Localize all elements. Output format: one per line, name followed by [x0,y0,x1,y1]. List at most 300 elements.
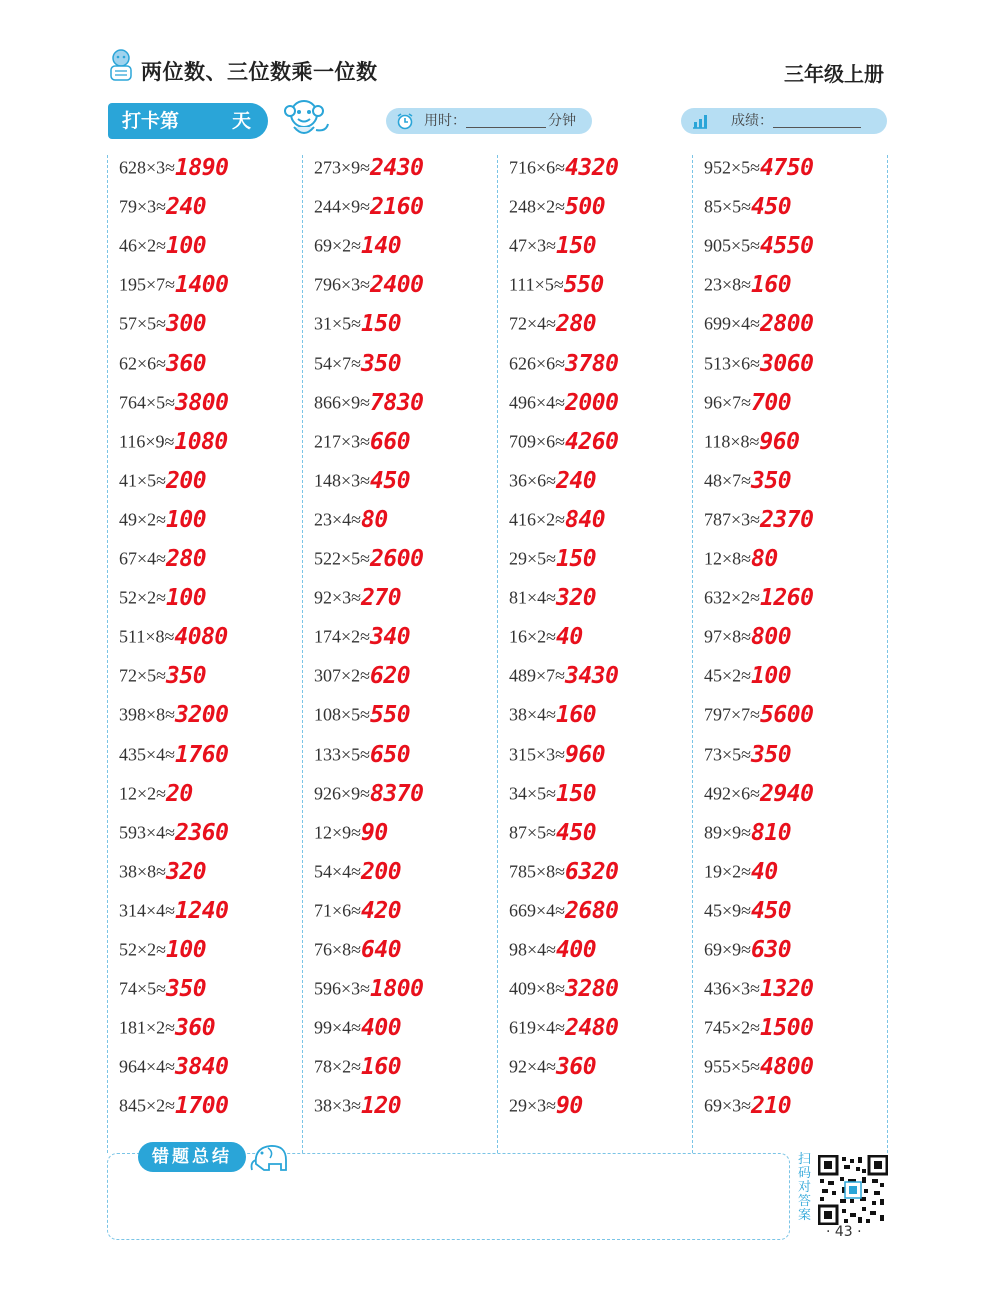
problem-row [704,937,791,973]
problem-expression: 398×8≈ [119,704,176,725]
problem-row [704,468,791,504]
handwritten-answer[interactable]: 320 [166,858,207,885]
problem-row [704,1093,791,1129]
problem-row [704,898,791,934]
problem-row [509,429,618,465]
problem-column-4 [692,155,886,1153]
problem-expression: 964×4≈ [119,1056,176,1077]
problem-expression: 626×6≈ [509,353,566,373]
problem-row [119,194,206,230]
handwritten-answer[interactable]: 2160 [370,194,424,221]
problem-expression: 435×4≈ [119,744,176,764]
handwritten-answer[interactable]: 3840 [175,1054,229,1081]
problem-row [704,155,813,191]
handwritten-answer[interactable]: 1800 [370,976,424,1003]
problem-expression: 47×3≈ [509,235,557,256]
handwritten-answer[interactable]: 320 [556,585,597,612]
problem-expression: 31×5≈ [314,313,362,334]
problem-row [119,233,206,269]
problem-row [314,468,410,504]
handwritten-answer[interactable]: 960 [759,428,800,455]
time-unit: 分钟 [548,113,576,129]
handwritten-answer[interactable]: 4260 [565,428,619,455]
problem-expression: 96×7≈ [704,392,752,413]
handwritten-answer[interactable]: 840 [565,506,606,533]
handwritten-answer[interactable]: 90 [556,1093,583,1120]
handwritten-answer[interactable]: 150 [556,233,597,260]
handwritten-answer[interactable]: 2360 [175,819,229,846]
problem-expression: 669×4≈ [509,900,566,921]
problem-row [119,781,193,817]
handwritten-answer[interactable]: 3200 [175,702,229,729]
handwritten-answer[interactable]: 650 [370,741,411,768]
problem-expression: 74×5≈ [119,978,167,999]
problem-row [314,898,401,934]
problem-row [119,937,206,973]
problem-expression: 797×7≈ [704,704,761,725]
problem-row [509,546,596,582]
problem-expression: 632×2≈ [704,587,761,608]
problem-expression: 248×2≈ [509,196,566,217]
problem-expression: 108×5≈ [314,704,371,725]
checkin-label: 打卡第 [122,110,180,132]
handwritten-answer[interactable]: 550 [563,272,604,299]
handwritten-answer[interactable]: 810 [751,819,792,846]
problem-row [119,624,228,660]
problem-row [704,585,813,621]
handwritten-answer[interactable]: 1240 [175,897,229,924]
handwritten-answer[interactable]: 3800 [175,389,229,416]
handwritten-answer[interactable]: 450 [751,897,792,924]
handwritten-answer[interactable]: 1500 [760,1015,814,1042]
problem-row [704,390,791,426]
handwritten-answer[interactable]: 400 [556,937,597,963]
problem-row [314,1054,401,1090]
problem-expression: 787×3≈ [704,509,761,530]
problem-row [509,742,605,778]
problem-expression: 709×6≈ [509,431,566,452]
problem-row [119,820,228,856]
handwritten-answer[interactable]: 270 [361,585,402,612]
problem-expression: 12×2≈ [119,783,167,804]
problem-expression: 436×3≈ [704,978,761,999]
handwritten-answer[interactable]: 3430 [565,663,619,690]
handwritten-answer[interactable]: 150 [361,311,402,338]
handwritten-answer[interactable]: 240 [166,194,207,221]
handwritten-answer[interactable]: 100 [166,233,207,260]
handwritten-answer[interactable]: 500 [565,194,606,221]
problem-row [314,1015,401,1051]
handwritten-answer[interactable]: 1080 [174,428,228,455]
problem-row [314,781,423,817]
problem-expression: 796×3≈ [314,274,371,295]
handwritten-answer[interactable]: 2000 [565,389,619,416]
handwritten-answer[interactable]: 8370 [370,780,424,807]
problem-expression: 52×2≈ [119,587,167,608]
handwritten-answer[interactable]: 450 [556,819,597,846]
bar-chart-icon [691,112,709,130]
scan-caption-char: 案 [798,1208,812,1223]
handwritten-answer[interactable]: 240 [556,467,597,494]
problem-row [119,585,206,621]
handwritten-answer[interactable]: 4800 [760,1054,814,1081]
problem-row [314,859,401,895]
problem-row [704,781,813,817]
grade-label: 三年级上册 [784,62,884,86]
handwritten-answer[interactable]: 80 [751,546,778,572]
problem-expression: 23×4≈ [314,509,362,530]
problem-expression: 952×5≈ [704,157,761,178]
handwritten-answer[interactable]: 350 [166,976,207,1003]
handwritten-answer[interactable]: 800 [751,624,792,651]
problem-row [509,311,596,347]
problem-expression: 87×5≈ [509,822,557,843]
problem-expression: 785×8≈ [509,861,566,882]
problem-expression: 98×4≈ [509,939,557,960]
elephant-icon [248,1138,292,1174]
handwritten-answer[interactable]: 3780 [565,350,619,377]
handwritten-answer[interactable]: 2430 [370,155,424,181]
problem-expression: 73×5≈ [704,744,752,764]
problem-row [509,624,583,660]
handwritten-answer[interactable]: 5600 [760,702,814,729]
problem-row [509,1054,596,1090]
problem-expression: 244×9≈ [314,196,371,217]
handwritten-answer[interactable]: 160 [361,1054,402,1081]
problem-expression: 92×3≈ [314,587,362,608]
problem-expression: 72×4≈ [509,313,557,334]
handwritten-answer[interactable]: 3280 [565,976,619,1003]
problem-row [509,507,605,543]
time-field [386,108,592,134]
problem-row [509,194,605,230]
problem-expression: 49×2≈ [119,509,167,530]
problem-expression: 99×4≈ [314,1017,362,1038]
problem-row [314,233,401,269]
alarm-clock-icon [396,112,414,130]
problem-row [119,663,206,699]
handwritten-answer[interactable]: 960 [565,741,606,768]
problem-grid [107,155,888,1153]
problem-column-2 [302,155,496,1153]
problem-expression: 52×2≈ [119,939,167,960]
problem-row [704,976,813,1012]
problem-row [704,507,813,543]
problem-expression: 12×8≈ [704,548,752,569]
handwritten-answer[interactable]: 620 [370,663,411,690]
handwritten-answer[interactable]: 4080 [174,624,228,651]
handwritten-answer[interactable]: 420 [361,897,402,924]
problem-column-3 [497,155,691,1153]
problem-row [314,742,410,778]
problem-expression: 78×2≈ [314,1056,362,1077]
problem-expression: 76×8≈ [314,939,362,960]
time-label: 用时： [424,113,466,129]
problem-row [119,351,206,387]
handwritten-answer[interactable]: 150 [556,780,597,807]
problem-row [509,1093,583,1129]
problem-expression: 57×5≈ [119,313,167,334]
score-field [681,108,887,134]
problem-row [509,702,596,738]
column-separator [887,155,888,1153]
problem-expression: 716×6≈ [509,157,566,178]
monkey-icon [276,96,332,142]
problem-expression: 307×2≈ [314,665,371,686]
problem-row [119,742,228,778]
handwritten-answer[interactable]: 1400 [175,272,229,299]
qr-code-icon[interactable] [818,1155,888,1225]
page-title: 两位数、三位数乘一位数 [141,60,378,84]
problem-expression: 619×4≈ [509,1017,566,1038]
handwritten-answer[interactable]: 100 [166,585,207,612]
handwritten-answer[interactable]: 1760 [175,741,229,768]
problem-row [119,311,206,347]
problem-row [509,351,618,387]
problem-expression: 116×9≈ [119,431,175,452]
problem-expression: 71×6≈ [314,900,362,921]
problem-column-1 [107,155,301,1153]
problem-row [314,624,410,660]
handwritten-answer[interactable]: 200 [361,858,402,885]
problem-expression: 29×5≈ [509,548,557,569]
handwritten-answer[interactable]: 550 [370,702,411,729]
checkin-badge [108,103,268,139]
handwritten-answer[interactable]: 2680 [565,897,619,924]
handwritten-answer[interactable]: 700 [751,389,792,416]
problem-row [704,351,813,387]
problem-expression: 217×3≈ [314,431,371,452]
handwritten-answer[interactable]: 100 [166,937,207,963]
handwritten-answer[interactable]: 40 [751,858,778,885]
handwritten-answer[interactable]: 1260 [760,585,814,612]
problem-row [314,272,423,308]
handwritten-answer[interactable]: 280 [556,311,597,338]
problem-row [509,781,596,817]
problem-expression: 315×3≈ [509,744,566,764]
handwritten-answer[interactable]: 350 [751,467,792,494]
handwritten-answer[interactable]: 360 [556,1054,597,1081]
problem-row [119,390,228,426]
handwritten-answer[interactable]: 630 [751,937,792,963]
problem-expression: 926×9≈ [314,783,371,804]
problem-row [509,233,596,269]
handwritten-answer[interactable]: 450 [751,194,792,221]
handwritten-answer[interactable]: 40 [556,624,583,651]
problem-expression: 38×4≈ [509,704,557,725]
problem-expression: 866×9≈ [314,392,371,413]
problem-expression: 416×2≈ [509,509,566,530]
handwritten-answer[interactable]: 280 [166,546,207,572]
problem-row [704,272,791,308]
handwritten-answer[interactable]: 2400 [370,272,424,299]
handwritten-answer[interactable]: 160 [556,702,597,729]
handwritten-answer[interactable]: 150 [556,546,597,572]
problem-row [314,507,388,543]
score-blank[interactable] [773,127,861,128]
handwritten-answer[interactable]: 2600 [370,546,424,572]
page-number: · 43 · [826,1224,862,1240]
problem-row [314,546,423,582]
problem-row [314,1093,401,1129]
handwritten-answer[interactable]: 660 [370,428,411,455]
problem-row [509,468,596,504]
handwritten-answer[interactable]: 6320 [565,858,619,885]
problem-expression: 148×3≈ [314,470,371,491]
problem-row [704,546,778,582]
handwritten-answer[interactable]: 120 [361,1093,402,1120]
problem-row [314,663,410,699]
problem-row [314,937,401,973]
problem-expression: 596×3≈ [314,978,371,999]
handwritten-answer[interactable]: 4320 [565,155,619,181]
problem-expression: 92×4≈ [509,1056,557,1077]
handwritten-answer[interactable]: 80 [361,506,388,533]
score-label: 成绩： [731,113,773,129]
problem-row [704,233,813,269]
problem-row [509,155,618,191]
problem-expression: 54×4≈ [314,861,362,882]
problem-row [704,820,791,856]
handwritten-answer[interactable]: 4750 [760,155,814,181]
time-blank[interactable] [466,127,546,128]
problem-expression: 593×4≈ [119,822,176,843]
handwritten-answer[interactable]: 2480 [565,1015,619,1042]
scan-caption-char: 扫 [798,1152,812,1167]
handwritten-answer[interactable]: 140 [361,233,402,260]
handwritten-answer[interactable]: 300 [166,311,207,338]
problem-expression: 38×3≈ [314,1095,362,1116]
scan-caption-char: 答 [798,1194,812,1209]
problem-row [119,1054,228,1090]
problem-row [119,898,228,934]
mascot-logo-icon [106,48,136,82]
problem-row [314,311,401,347]
problem-row [119,1015,215,1051]
handwritten-answer[interactable]: 340 [370,624,411,651]
problem-expression: 273×9≈ [314,157,371,178]
problem-expression: 46×2≈ [119,235,167,256]
problem-row [314,390,423,426]
handwritten-answer[interactable]: 100 [751,663,792,690]
handwritten-answer[interactable]: 20 [166,780,193,807]
problem-expression: 955×5≈ [704,1056,761,1077]
problem-row [314,702,410,738]
problem-row [704,311,813,347]
handwritten-answer[interactable]: 450 [370,467,411,494]
problem-row [509,898,618,934]
handwritten-answer[interactable]: 100 [166,506,207,533]
problem-expression: 628×3≈ [119,157,176,178]
handwritten-answer[interactable]: 400 [361,1015,402,1042]
problem-expression: 764×5≈ [119,392,176,413]
problem-row [314,976,423,1012]
handwritten-answer[interactable]: 360 [166,350,207,377]
problem-row [704,663,791,699]
problem-row [119,976,206,1012]
problem-expression: 745×2≈ [704,1017,761,1038]
scan-caption-char: 码 [798,1166,812,1181]
problem-expression: 905×5≈ [704,235,761,256]
problem-expression: 81×4≈ [509,587,557,608]
problem-row [704,429,799,465]
problem-expression: 29×3≈ [509,1095,557,1116]
problem-row [119,859,206,895]
problem-expression: 511×8≈ [119,626,175,647]
problem-row [509,390,618,426]
problem-row [704,702,813,738]
problem-row [119,468,206,504]
problem-row [119,507,206,543]
handwritten-answer[interactable]: 2370 [760,506,814,533]
problem-row [314,194,423,230]
problem-expression: 195×7≈ [119,274,176,295]
problem-expression: 62×6≈ [119,353,167,373]
scan-caption [798,1153,814,1223]
problem-expression: 45×9≈ [704,900,752,921]
handwritten-answer[interactable]: 2940 [760,780,814,807]
problem-row [704,1015,813,1051]
problem-expression: 314×4≈ [119,900,176,921]
handwritten-answer[interactable]: 2800 [760,311,814,338]
handwritten-answer[interactable]: 1700 [175,1093,229,1120]
problem-row [314,429,410,465]
handwritten-answer[interactable]: 1890 [175,155,229,181]
handwritten-answer[interactable]: 160 [751,272,792,299]
problem-row [509,976,618,1012]
problem-expression: 97×8≈ [704,626,752,647]
handwritten-answer[interactable]: 90 [361,819,388,846]
problem-expression: 23×8≈ [704,274,752,295]
problem-expression: 36×6≈ [509,470,557,491]
handwritten-answer[interactable]: 4550 [760,233,814,260]
checkin-day-label: 天 [232,110,252,132]
problem-expression: 133×5≈ [314,744,371,764]
error-summary-title: 错题总结 [138,1142,246,1172]
handwritten-answer[interactable]: 1320 [760,976,814,1003]
problem-expression: 69×9≈ [704,939,752,960]
problem-expression: 111×5≈ [509,274,564,295]
problem-row [314,820,388,856]
handwritten-answer[interactable]: 360 [175,1015,216,1042]
handwritten-answer[interactable]: 350 [751,741,792,768]
handwritten-answer[interactable]: 3060 [760,350,814,377]
handwritten-answer[interactable]: 200 [166,467,207,494]
problem-expression: 181×2≈ [119,1017,176,1038]
problem-expression: 67×4≈ [119,548,167,569]
problem-row [509,937,596,973]
problem-expression: 34×5≈ [509,783,557,804]
problem-expression: 489×7≈ [509,665,566,686]
problem-row [314,585,401,621]
handwritten-answer[interactable]: 7830 [370,389,424,416]
problem-expression: 496×4≈ [509,392,566,413]
problem-expression: 12×9≈ [314,822,362,843]
problem-expression: 89×9≈ [704,822,752,843]
problem-expression: 69×3≈ [704,1095,752,1116]
problem-expression: 845×2≈ [119,1095,176,1116]
problem-row [314,155,423,191]
problem-expression: 522×5≈ [314,548,371,569]
handwritten-answer[interactable]: 640 [361,937,402,963]
handwritten-answer[interactable]: 210 [751,1093,792,1120]
problem-row [119,1093,228,1129]
problem-expression: 409×8≈ [509,978,566,999]
problem-row [119,702,228,738]
problem-row [119,546,206,582]
handwritten-answer[interactable]: 350 [361,350,402,377]
handwritten-answer[interactable]: 350 [166,663,207,690]
